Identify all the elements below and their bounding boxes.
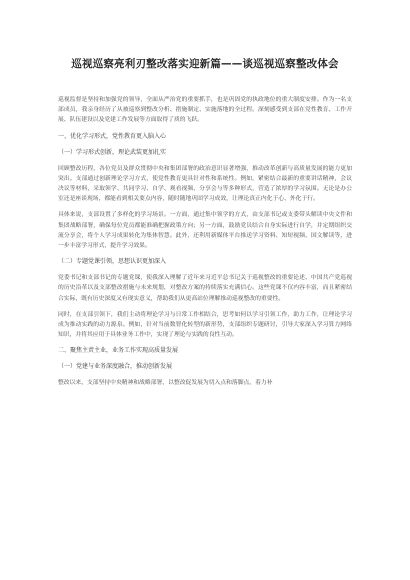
paragraph-3: 党委书记和支部书记的专题党课，使我深入理解了近年来习近平总书记关于巡视整改的重要论述、中国共产党巡视的历史沿革以及支部整改措施与未来规划，对整改方案的持续落实充满信心。这些党课不仅内容丰富，而且紧密结合实际，既有历史深度又有现实意义，帮助我们从更高站位理解推动巡视整改的重要性。	[58, 275, 352, 302]
paragraph-2: 具体来说，支部设置了多样化的学习场景。一方面，通过集中领学的方式，由支部书记或支委带头解读中央文件和集团战略部署，确保每位党员都能准确把握政策方向；另一方面，鼓励党员结合自身实际进行自学，并定期组织交流分享会，将个人学习成果转化为集体智慧。此外，还利用新媒体平台推送学习资料、知短视频、国文解读等，进一步丰富学习形式，提升学习效果。	[58, 212, 352, 250]
intro-paragraph: 巡视监督是坚持和加强党的领导，全面从严治党的重要抓手，也是巩固党的执政地位的重大制度安排。作为一名支部成员，我亲身经历了从被巡察到整改分析、措施制定、实施落地的全过程。深刻感受到支部在党性教育、工作开展、队伍建设以及党建工作发展等方面取得了质的飞跃。	[58, 97, 352, 124]
subsection-heading-2: （二）专题党课引领，思想认识更加深入	[58, 258, 167, 266]
paragraph-5: 整改以来，支部坚持中央精神和战略部署，以整改促发展为切入点和落脚点，着力补	[58, 380, 273, 387]
section-heading-1: 一、优化学习形式，党性教育更入脑入心	[58, 132, 167, 140]
paragraph-4: 同时，在支部引领下，我们主动将理论学习与日常工作相结合，思考如何以学习引领工作，助力工作，让理论学习成为推动实践的动力源泉。例如，针对当前数智化转型的新形势，支部组织专题研讨，引导大家深入学习算力网络知识，并将其应用于具体业务工作中，实现了理论与实践的良性互动。	[58, 311, 352, 339]
section-heading-2: 二、聚焦主责主业，业务工作实现高质量发展	[58, 347, 179, 355]
document-title: 巡视巡察亮利刃整改落实迎新篇——谈巡视巡察整改体会	[71, 58, 339, 70]
subsection-heading-3: （一）党建与业务深度融合，推动创新发展	[58, 363, 173, 371]
subsection-heading-1: （一）学习形式创新，理论武装更加扎实	[58, 148, 167, 156]
paragraph-1: 回顾整改历程，各位党员及群众贯彻中央和集团部署的政治意识显著增强，推动改革创新与高质量发展的能力更加突出。支部通过创新理论学习方式，使党性教育更具针对性和系统性。例如，紧密结合最新的重要讲话精神，会议决议等材料，采取领学、共同学习、自学、观看视频、分享会与等多种形式，营造了浓厚的学习氛围。无论是办公室还是座谈现场，都能看到相关要点内容，随时随地巩固学习成效，让理论真正内化于心、外化于行。	[58, 165, 352, 203]
